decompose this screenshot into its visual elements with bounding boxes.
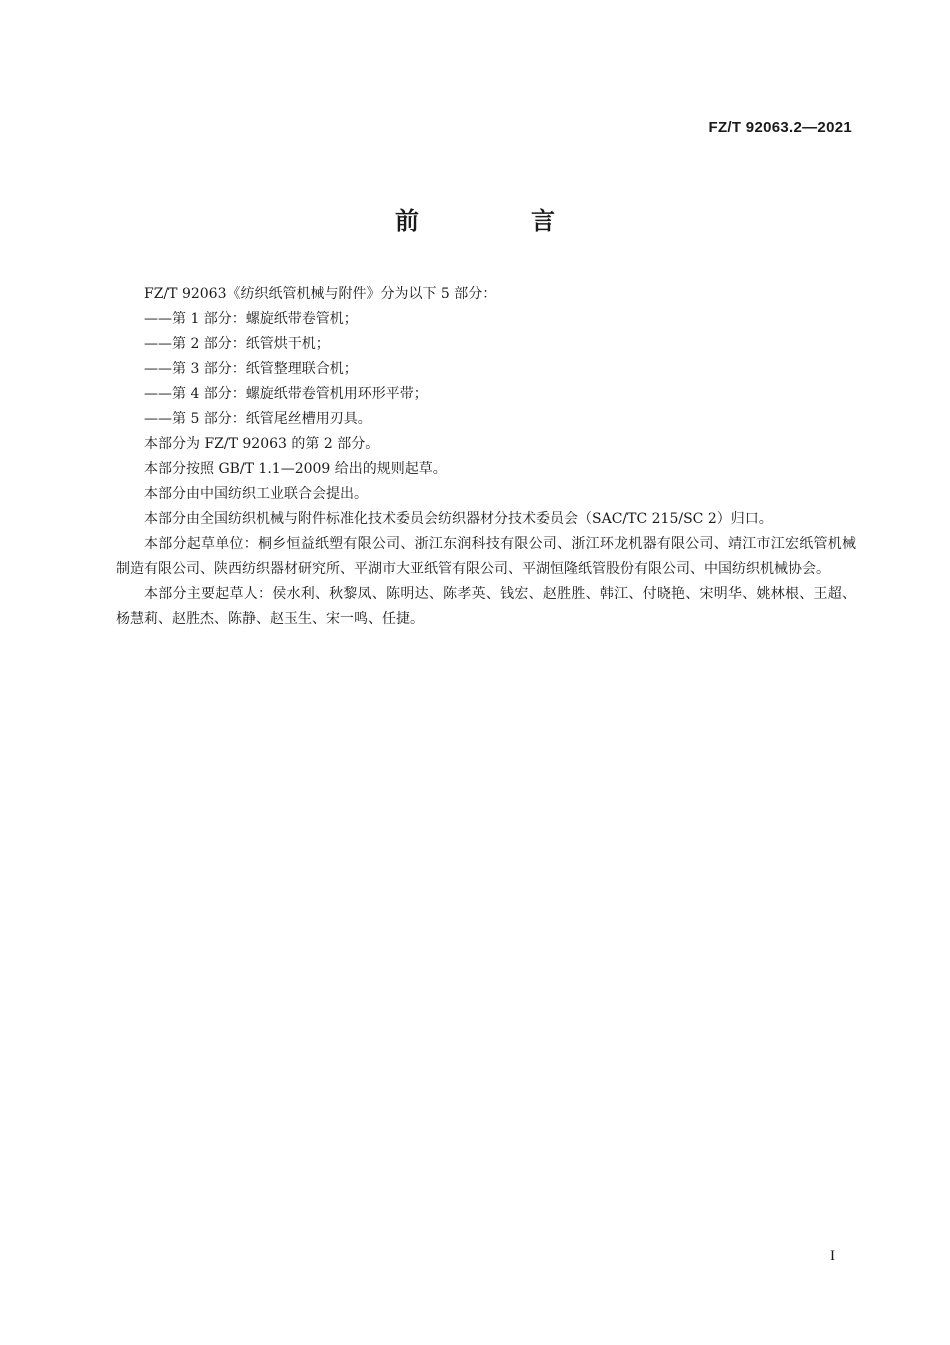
- paragraph-drafters: 本部分主要起草人：侯水利、秋黎凤、陈明达、陈孝英、钱宏、赵胜胜、韩江、付晓艳、宋明华、姚林根、王超、杨慧莉、赵胜杰、陈静、赵玉生、宋一鸣、任捷。: [116, 586, 856, 627]
- paragraph-proposer: 本部分由中国纺织工业联合会提出。: [144, 486, 368, 502]
- paragraph-administration: 本部分由全国纺织机械与附件标准化技术委员会纺织器材分技术委员会（SAC/TC 215/SC 2）归口。: [144, 511, 773, 527]
- part-item-3: ——第 3 部分：纸管整理联合机；: [144, 361, 358, 377]
- intro-paragraph: FZ/T 92063《纺织纸管机械与附件》分为以下 5 部分：: [144, 286, 497, 302]
- part-item-1: ——第 1 部分：螺旋纸带卷管机；: [144, 311, 358, 327]
- page-number: I: [830, 1248, 835, 1264]
- paragraph-part-number: 本部分为 FZ/T 92063 的第 2 部分。: [144, 436, 380, 452]
- page-title: 前 言: [395, 207, 599, 235]
- part-item-5: ——第 5 部分：纸管尾丝槽用刃具。: [144, 411, 372, 427]
- foreword-body: [116, 282, 856, 632]
- paragraph-drafting-rules: 本部分按照 GB/T 1.1—2009 给出的规则起草。: [144, 461, 447, 477]
- document-code: FZ/T 92063.2—2021: [708, 119, 852, 136]
- part-item-2: ——第 2 部分：纸管烘干机；: [144, 336, 330, 352]
- part-item-4: ——第 4 部分：螺旋纸带卷管机用环形平带；: [144, 386, 428, 402]
- paragraph-drafting-units: 本部分起草单位：桐乡恒益纸塑有限公司、浙江东润科技有限公司、浙江环龙机器有限公司、靖江市江宏纸管机械制造有限公司、陕西纺织器材研究所、平湖市大亚纸管有限公司、平湖恒隆纸管股份有限公司、中国纺织机械协会。: [116, 536, 856, 577]
